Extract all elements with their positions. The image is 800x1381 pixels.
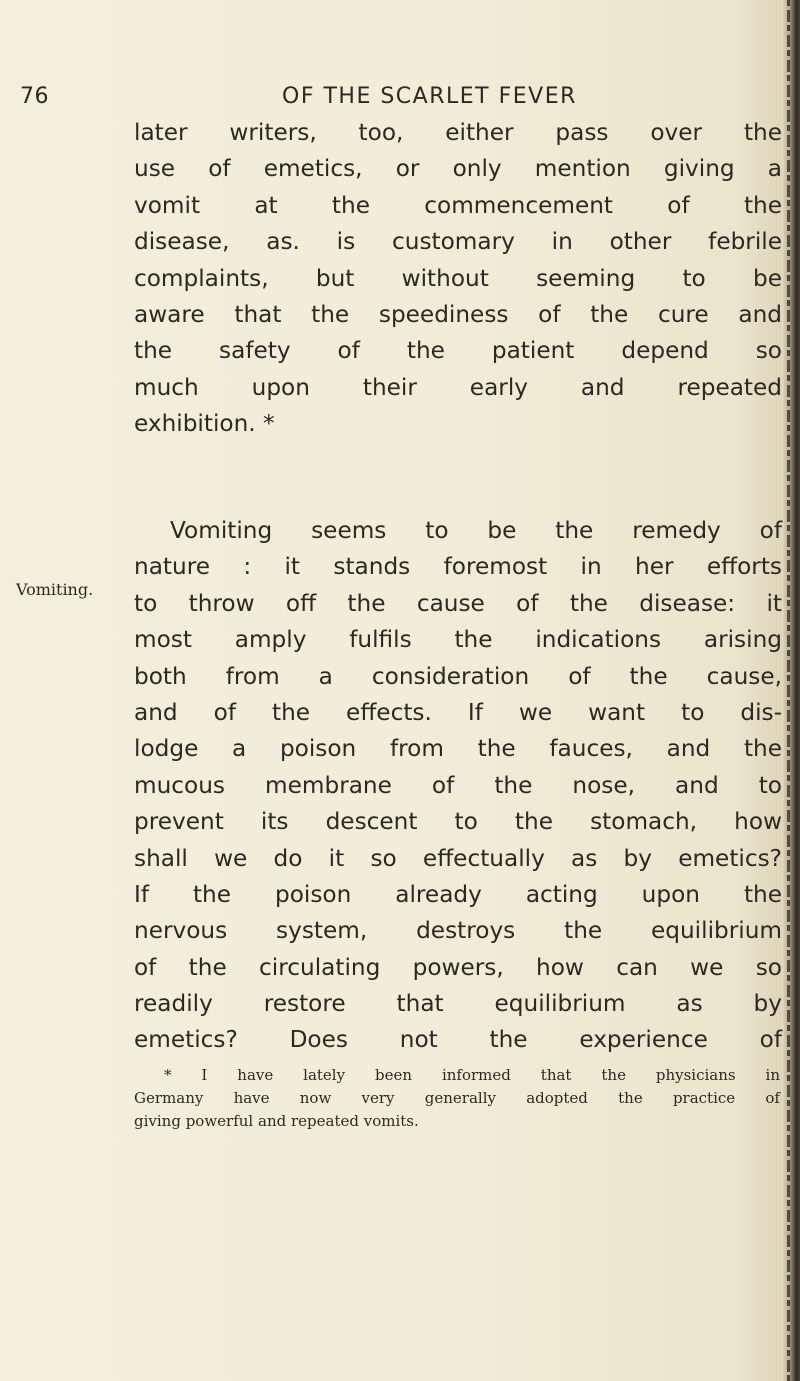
text-line: later writers, too, either pass over the: [134, 119, 782, 146]
text-line: use of emetics, or only mention giving a: [134, 155, 782, 183]
text-line: disease, as. is customary in other febrile: [134, 228, 782, 256]
text-line: vomit at the commencement of the: [134, 191, 782, 219]
text-line: Vomiting seems to be the remedy of: [170, 517, 782, 544]
text-line: nervous system, destroys the equilibrium: [134, 917, 782, 945]
text-line: much upon their early and repeated: [134, 373, 782, 401]
text-line: aware that the speediness of the cure and: [134, 300, 782, 328]
margin-note: Vomiting.: [16, 580, 94, 599]
text-line: lodge a poison from the fauces, and the: [134, 735, 782, 763]
footnote-line: giving powerful and repeated vomits.: [134, 1112, 419, 1130]
text-line: nature : it stands foremost in her efforts: [134, 553, 782, 581]
footnote: [134, 1064, 780, 1133]
text-line: and of the effects. If we want to dis-: [134, 698, 782, 726]
page-number: 76: [20, 84, 49, 109]
text-line: readily restore that equilibrium as by: [134, 990, 782, 1018]
page-binding-edge: [782, 0, 800, 1381]
text-line: to throw off the cause of the disease: it: [134, 589, 782, 617]
text-line: exhibition. *: [134, 410, 275, 438]
running-head: OF THE SCARLET FEVER: [282, 84, 577, 109]
text-line: prevent its descent to the stomach, how: [134, 808, 782, 836]
text-line: shall we do it so effectually as by emetics?: [134, 844, 782, 872]
text-line: of the circulating powers, how can we so: [134, 953, 782, 981]
text-line: If the poison already acting upon the: [134, 880, 782, 908]
text-line: most amply fulfils the indications arising: [134, 626, 782, 654]
text-line: the safety of the patient depend so: [134, 337, 782, 365]
text-line: mucous membrane of the nose, and to: [134, 771, 782, 799]
page-edge-shadow: [787, 0, 790, 1381]
text-line: emetics? Does not the experience of: [134, 1026, 782, 1054]
footnote-line: * I have lately been informed that the physicians in: [164, 1066, 780, 1084]
footnote-line: Germany have now very generally adopted the practice of: [134, 1089, 780, 1107]
text-line: both from a consideration of the cause,: [134, 662, 782, 690]
text-line: complaints, but without seeming to be: [134, 264, 782, 292]
paragraph-2: [134, 513, 782, 1059]
paragraph-1: [134, 115, 782, 443]
